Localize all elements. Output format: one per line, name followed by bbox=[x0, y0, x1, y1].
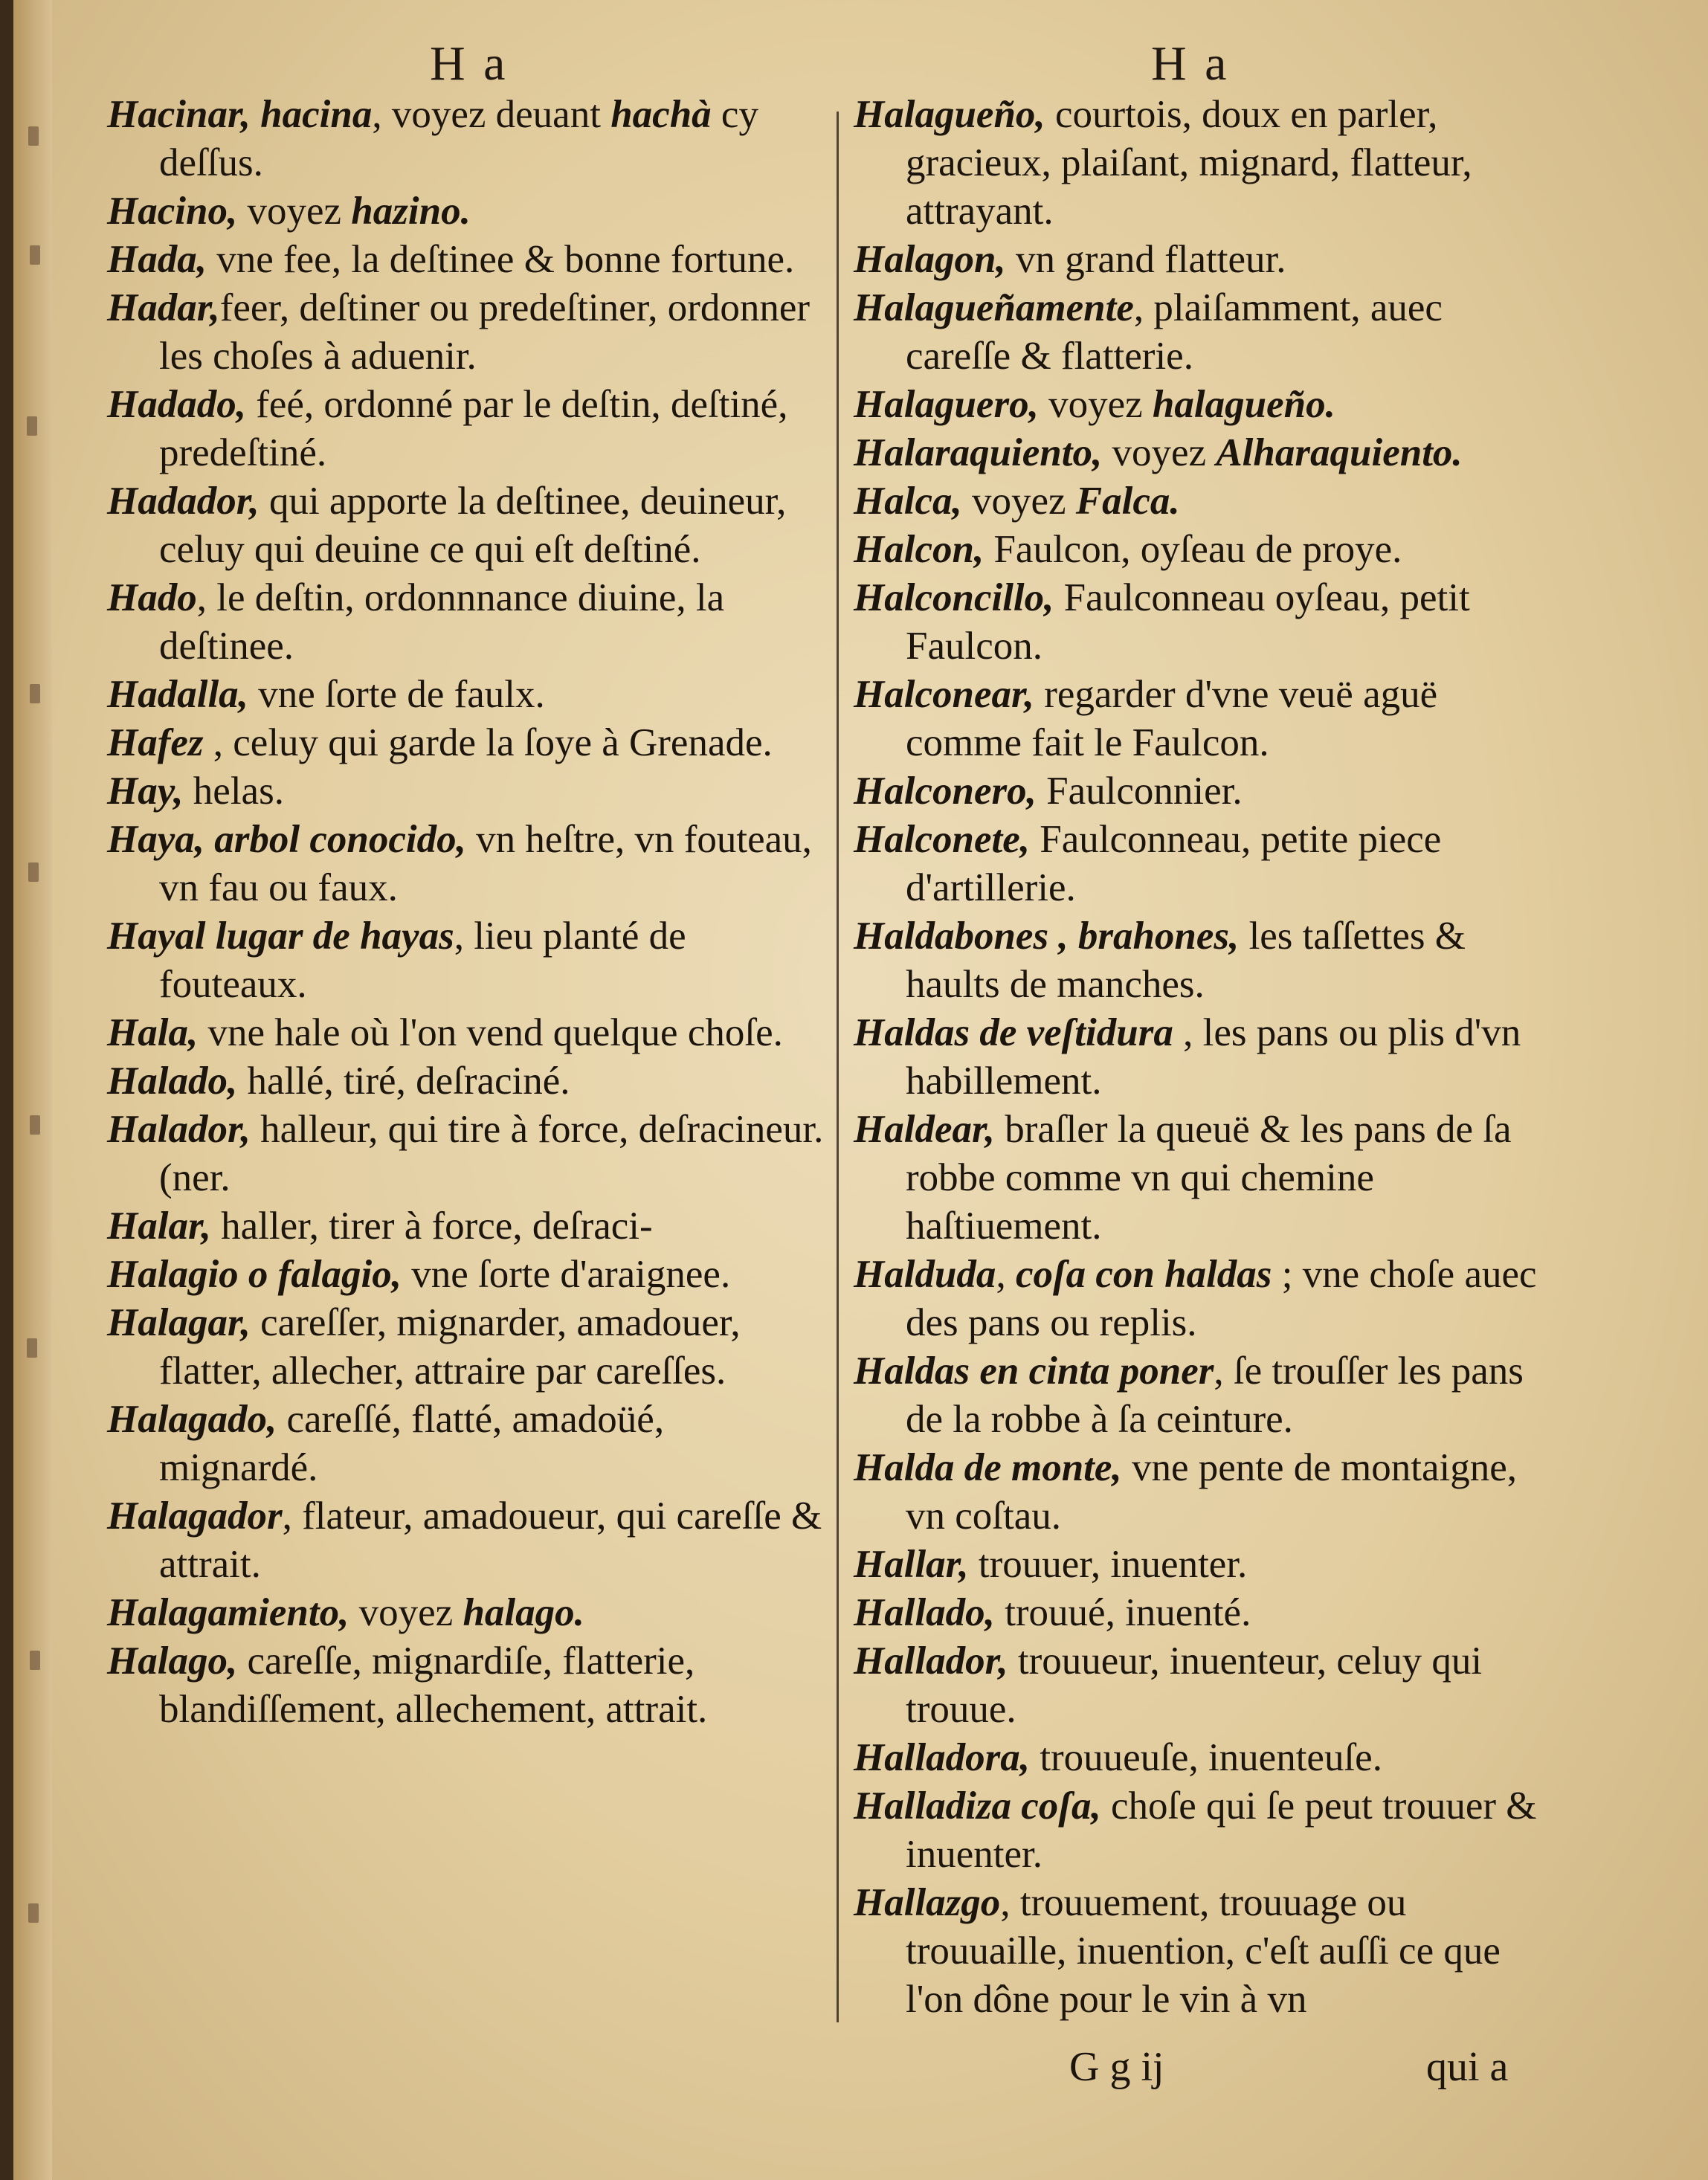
entry-definition: choſe qui ſe peut trouuer & inuenter. bbox=[906, 1784, 1537, 1876]
dictionary-entry bbox=[107, 1589, 832, 1637]
entry-headword: Halda de monte, bbox=[854, 1446, 1122, 1489]
entry-definition: , plaiſamment, auec careſſe & flatterie. bbox=[906, 286, 1443, 378]
entry-definition: , celuy qui garde la ſoye à Grenade. bbox=[203, 721, 773, 764]
entry-cross-reference: Alharaquiento. bbox=[1216, 431, 1463, 474]
entry-definition: les taſſettes & haults de manches. bbox=[906, 915, 1466, 1006]
entry-cross-reference: hachà bbox=[610, 93, 712, 136]
margin-ink-mark bbox=[30, 684, 40, 703]
entry-definition: voyez bbox=[961, 480, 1076, 523]
entry-headword: Hallar, bbox=[854, 1543, 969, 1586]
dictionary-entry bbox=[854, 816, 1556, 912]
catchword: qui a bbox=[1426, 2044, 1509, 2090]
entry-headword: Hadado, bbox=[107, 383, 246, 426]
entry-definition-tail: ; vne choſe auec des pans ou replis. bbox=[906, 1253, 1537, 1344]
dictionary-entry bbox=[854, 1589, 1556, 1637]
entry-definition: qui apporte la deſtinee, deuineur, celuy qui deuine ce qui eſt deſtiné. bbox=[159, 480, 787, 571]
dictionary-entry bbox=[854, 1106, 1556, 1251]
entry-definition: regarder d'vne veuë aguë comme fait le Faulcon. bbox=[906, 673, 1438, 764]
entry-definition: voyez bbox=[1102, 431, 1216, 474]
dictionary-entry bbox=[107, 187, 832, 236]
page-gutter-edge bbox=[13, 0, 52, 2180]
entry-headword: Hacinar, hacina bbox=[107, 93, 373, 136]
entry-headword: Halagado, bbox=[107, 1398, 277, 1441]
entry-definition: Faulconneau oyſeau, petit Faulcon. bbox=[906, 576, 1470, 668]
margin-ink-mark bbox=[27, 416, 37, 436]
entry-definition: braſler la queuë & les pans de ſa robbe comme vn qui chemine haſtiuement. bbox=[906, 1108, 1512, 1248]
dictionary-entry bbox=[854, 381, 1556, 429]
entry-headword: Halcon, bbox=[854, 528, 984, 571]
dictionary-entry bbox=[854, 526, 1556, 574]
dictionary-entry bbox=[854, 671, 1556, 767]
dictionary-entry bbox=[854, 1782, 1556, 1879]
entry-headword: Hadar, bbox=[107, 286, 220, 329]
entry-definition: vn grand flatteur. bbox=[1005, 238, 1286, 281]
entry-headword: Halaraquiento, bbox=[854, 431, 1103, 474]
margin-ink-mark bbox=[30, 245, 40, 265]
entry-cross-reference: hazino. bbox=[351, 190, 471, 233]
dictionary-entry bbox=[107, 1057, 832, 1106]
entry-definition: voyez bbox=[1038, 383, 1153, 426]
entry-definition: trouueuſe, inuenteuſe. bbox=[1030, 1736, 1382, 1779]
entry-headword: Halagar, bbox=[107, 1301, 251, 1344]
entry-definition: hallé, tiré, deſraciné. bbox=[237, 1060, 570, 1103]
entry-headword: Halconear, bbox=[854, 673, 1034, 716]
dictionary-entry bbox=[854, 912, 1556, 1009]
entry-headword: Halagueñamente bbox=[854, 286, 1134, 329]
dictionary-entry bbox=[107, 1009, 832, 1057]
entry-headword: Halconcillo, bbox=[854, 576, 1054, 619]
entry-headword: Haldear, bbox=[854, 1108, 995, 1151]
dictionary-entry bbox=[107, 236, 832, 284]
entry-definition: , flateur, amadoueur, qui careſſe & attrait. bbox=[159, 1494, 822, 1586]
entry-headword: Hallador, bbox=[854, 1639, 1008, 1683]
dictionary-entry bbox=[107, 1396, 832, 1492]
entry-headword: Halduda bbox=[854, 1253, 996, 1296]
entry-headword: Hadador, bbox=[107, 480, 260, 523]
dictionary-entry bbox=[854, 477, 1556, 526]
dictionary-entry bbox=[854, 1637, 1556, 1734]
margin-ink-mark bbox=[30, 1651, 40, 1670]
dictionary-entry bbox=[854, 574, 1556, 671]
entry-definition: voyez bbox=[237, 190, 352, 233]
dictionary-entry bbox=[107, 91, 832, 187]
entry-definition: halleur, qui tire à force, deſracineur. (ner. bbox=[159, 1108, 824, 1199]
entry-headword: Halca, bbox=[854, 480, 962, 523]
entry-headword: Halagueño, bbox=[854, 93, 1045, 136]
entry-headword: Hala, bbox=[107, 1011, 199, 1054]
entry-cross-reference: halagueño. bbox=[1152, 383, 1335, 426]
dictionary-entry bbox=[107, 1637, 832, 1734]
entry-headword: Halaguero, bbox=[854, 383, 1039, 426]
entry-headword: Hafez bbox=[107, 721, 204, 764]
dictionary-entry bbox=[107, 1106, 832, 1202]
entry-headword: Halago, bbox=[107, 1639, 238, 1683]
entry-headword: Halagon, bbox=[854, 238, 1006, 281]
entry-definition: trouuer, inuenter. bbox=[968, 1543, 1248, 1586]
entry-headword: Halconete, bbox=[854, 818, 1030, 861]
dictionary-entry bbox=[854, 1251, 1556, 1347]
dictionary-entry bbox=[854, 1734, 1556, 1782]
margin-ink-mark bbox=[28, 1903, 39, 1923]
entry-headword: Halagio o falagio, bbox=[107, 1253, 402, 1296]
dictionary-entry bbox=[107, 284, 832, 381]
entry-headword: Haldas de veſtidura bbox=[854, 1011, 1173, 1054]
entry-headword: Haya, arbol conocido, bbox=[107, 818, 466, 861]
dictionary-entry bbox=[854, 429, 1556, 477]
book-page bbox=[13, 0, 1708, 2180]
entry-definition: careſſer, mignarder, amadouer, flatter, allecher, attraire par careſſes. bbox=[159, 1301, 741, 1393]
entry-definition: feer, deſtiner ou predeſtiner, ordonner les choſes à aduenir. bbox=[159, 286, 811, 378]
entry-headword: Haldabones , brahones, bbox=[854, 915, 1240, 958]
entry-headword: Haldas en cinta poner bbox=[854, 1349, 1214, 1393]
dictionary-entry bbox=[107, 1492, 832, 1589]
entry-headword: Hada, bbox=[107, 238, 207, 281]
entry-cross-reference: coſa con haldas bbox=[1015, 1253, 1272, 1296]
entry-headword: Hay, bbox=[107, 770, 184, 813]
running-head-right: H a bbox=[1151, 36, 1230, 91]
entry-definition: careſſe, mignardiſe, flatterie, blandiſſement, allechement, attrait. bbox=[159, 1639, 708, 1731]
dictionary-entry bbox=[107, 767, 832, 816]
entry-definition: vn heſtre, vn fouteau, vn fau ou faux. bbox=[159, 818, 812, 909]
entry-definition: , lieu planté de fouteaux. bbox=[159, 915, 686, 1006]
dictionary-entry bbox=[107, 1251, 832, 1299]
entry-headword: Hado bbox=[107, 576, 197, 619]
entry-headword: Halar, bbox=[107, 1205, 211, 1248]
margin-ink-mark bbox=[28, 126, 39, 146]
margin-ink-mark bbox=[30, 1115, 40, 1135]
dictionary-entry bbox=[107, 719, 832, 767]
entry-headword: Hayal lugar de hayas bbox=[107, 915, 454, 958]
entry-headword: Hacino, bbox=[107, 190, 238, 233]
entry-definition: vne fee, la deſtinee & bonne fortune. bbox=[206, 238, 795, 281]
dictionary-entry bbox=[107, 912, 832, 1009]
entry-definition: vne hale où l'on vend quelque choſe. bbox=[198, 1011, 783, 1054]
dictionary-entry bbox=[854, 1879, 1556, 2024]
entry-definition: trouueur, inuenteur, celuy qui trouue. bbox=[906, 1639, 1483, 1731]
entry-headword: Halador, bbox=[107, 1108, 251, 1151]
dictionary-entry bbox=[854, 1444, 1556, 1541]
dictionary-entry bbox=[107, 381, 832, 477]
entry-cross-reference: halago. bbox=[463, 1591, 584, 1634]
dictionary-entry bbox=[107, 574, 832, 671]
entry-definition: , bbox=[996, 1253, 1016, 1296]
dictionary-entry bbox=[854, 1009, 1556, 1106]
entry-definition: vne ſorte de faulx. bbox=[248, 673, 545, 716]
entry-definition: haller, tirer à force, deſraci- bbox=[210, 1205, 653, 1248]
dictionary-entry bbox=[854, 91, 1556, 236]
margin-ink-mark bbox=[28, 862, 39, 882]
dictionary-entry bbox=[854, 284, 1556, 381]
entry-definition: Faulconneau, petite piece d'artillerie. bbox=[906, 818, 1442, 909]
entry-headword: Hallado, bbox=[854, 1591, 995, 1634]
entry-definition: Faulcon, oyſeau de proye. bbox=[984, 528, 1402, 571]
entry-definition: , ſe trouſſer les pans de la robbe à ſa ceinture. bbox=[906, 1349, 1524, 1441]
margin-ink-mark bbox=[27, 1338, 37, 1358]
dictionary-entry bbox=[107, 816, 832, 912]
dictionary-entry bbox=[107, 671, 832, 719]
dictionary-entry bbox=[107, 1299, 832, 1396]
dictionary-entry bbox=[854, 767, 1556, 816]
dictionary-entry bbox=[854, 1541, 1556, 1589]
signature-mark: G g ij bbox=[1069, 2044, 1164, 2090]
running-head-left: H a bbox=[430, 36, 509, 91]
entry-headword: Halagamiento, bbox=[107, 1591, 349, 1634]
entry-definition: feé, ordonné par le deſtin, deſtiné, predeſtiné. bbox=[159, 383, 788, 474]
left-column bbox=[107, 91, 832, 2039]
entry-definition: , les pans ou plis d'vn habillement. bbox=[906, 1011, 1521, 1103]
dictionary-entry bbox=[107, 477, 832, 574]
entry-headword: Halladiza coſa, bbox=[854, 1784, 1101, 1828]
dictionary-entry bbox=[854, 236, 1556, 284]
entry-headword: Halado, bbox=[107, 1060, 238, 1103]
entry-cross-reference: Falca. bbox=[1075, 480, 1180, 523]
entry-headword: Hallazgo bbox=[854, 1881, 1001, 1924]
right-column bbox=[854, 91, 1556, 2039]
entry-definition: courtois, doux en parler, gracieux, plaiſant, mignard, flatteur, attrayant. bbox=[906, 93, 1472, 233]
entry-headword: Halagador bbox=[107, 1494, 283, 1538]
entry-definition: Faulconnier. bbox=[1036, 770, 1243, 813]
entry-definition: , le deſtin, ordonnnance diuine, la deſtinee. bbox=[159, 576, 725, 668]
entry-definition: careſſé, flatté, amadoüé, mignardé. bbox=[159, 1398, 665, 1489]
entry-definition: helas. bbox=[183, 770, 284, 813]
entry-headword: Halladora, bbox=[854, 1736, 1031, 1779]
entry-definition-tail: cy deſſus. bbox=[159, 93, 758, 184]
entry-headword: Hadalla, bbox=[107, 673, 248, 716]
entry-definition: vne pente de montaigne, vn coſtau. bbox=[906, 1446, 1517, 1538]
entry-definition: , trouuement, trouuage ou trouuaille, inuention, c'eſt auſſi ce que l'on dône pour le vin à vn bbox=[906, 1881, 1501, 2021]
dictionary-entry bbox=[854, 1347, 1556, 1444]
entry-headword: Halconero, bbox=[854, 770, 1037, 813]
dictionary-entry bbox=[107, 1202, 832, 1251]
entry-definition: vne ſorte d'araignee. bbox=[402, 1253, 731, 1296]
entry-definition: voyez bbox=[349, 1591, 463, 1634]
entry-definition: , voyez deuant bbox=[372, 93, 611, 136]
entry-definition: trouué, inuenté. bbox=[994, 1591, 1251, 1634]
column-divider bbox=[837, 112, 839, 2022]
